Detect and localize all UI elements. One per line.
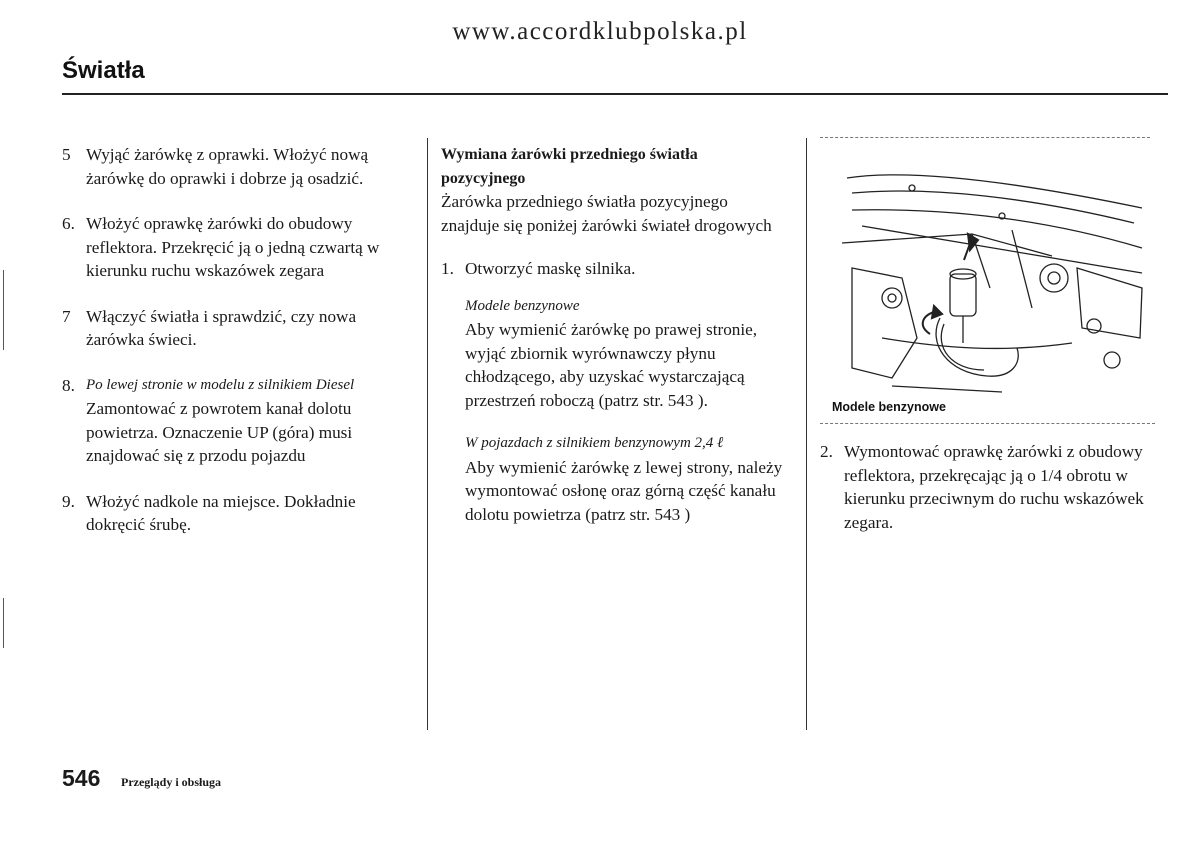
list-item: [62, 305, 407, 352]
list-item: [62, 374, 407, 468]
page-number: 546: [62, 765, 101, 791]
step-number: 7: [62, 306, 71, 326]
column-divider-2: [806, 138, 807, 730]
sub-text: Aby wymienić żarówkę z lewej strony, należy wymontować osłonę oraz górną część kanału dolotu powietrza (patrz str. 543 ): [465, 457, 783, 524]
step-text: Wymontować oprawkę żarówki z obudowy reflektora, przekręcając ją o 1/4 obrotu w kierunku przeciwnym do ruchu wskazówek zegara.: [844, 442, 1144, 532]
section-heading: Wymiana żarówki przedniego światła pozycyjnego: [441, 146, 698, 187]
step-number: 6.: [62, 214, 75, 233]
column-2: [441, 143, 786, 546]
step-number: 5: [62, 145, 71, 164]
header-divider: [62, 93, 1168, 95]
list-item: [820, 440, 1165, 534]
step-text: Otworzyć maskę silnika.: [465, 259, 636, 278]
sub-section-petrol: [465, 295, 786, 413]
step-number: 1.: [441, 259, 454, 278]
column-divider-1: [427, 138, 428, 730]
sub-label: W pojazdach z silnikiem benzynowym 2,4 ℓ: [465, 435, 724, 451]
list-item: [62, 212, 407, 283]
step-text: Zamontować z powrotem kanał dolotu powietrza. Oznaczenie UP (góra) musi znajdować się z przodu pojazdu: [86, 399, 353, 465]
chapter-label: Przeglądy i obsługa: [121, 775, 222, 789]
step-body: [86, 374, 407, 468]
list-item: [62, 490, 407, 537]
section-title: Światła: [62, 57, 145, 84]
step-number: 8.: [62, 375, 75, 395]
left-margin-mark-lower: [3, 598, 4, 648]
step-text: Włączyć światła i sprawdzić, czy nowa żarówka świeci.: [86, 306, 357, 349]
step-text: Wyjąć żarówkę z oprawki. Włożyć nową żarówkę do oprawki i dobrze ją osadzić.: [86, 145, 369, 188]
step-note: Po lewej stronie w modelu z silnikiem Diesel: [86, 376, 355, 393]
column-1: [62, 143, 407, 559]
column-3: [820, 440, 1165, 556]
sub-text: Aby wymienić żarówkę po prawej stronie, wyjąć zbiornik wyrównawczy płynu chłodzącego, aby uzyskać wystarczającą przestrzeń roboczą (patrz str. 543 ).: [465, 320, 758, 410]
list-item: [62, 143, 407, 190]
step-text: Włożyć oprawkę żarówki do obudowy reflektora. Przekręcić ją o jedną czwartą w kierunku ruchu wskazówek zegara: [86, 214, 380, 280]
step-text: Włożyć nadkole na miejsce. Dokładnie dokręcić śrubę.: [86, 491, 356, 534]
list-item: [441, 257, 786, 281]
left-margin-mark: [3, 270, 4, 350]
sub-section-2-4: [465, 432, 786, 526]
sub-label: Modele benzynowe: [465, 297, 580, 314]
step-number: 9.: [62, 491, 75, 511]
figure-bottom-border: [820, 423, 1155, 424]
site-url-header: www.accordklubpolska.pl: [452, 18, 748, 45]
intro-paragraph: Żarówka przedniego światła pozycyjnego znajduje się poniżej żarówki świateł drogowych: [441, 192, 772, 235]
engine-bay-illustration: [822, 138, 1164, 396]
figure-caption: Modele benzynowe: [832, 400, 946, 414]
step-number: 2.: [820, 442, 833, 461]
